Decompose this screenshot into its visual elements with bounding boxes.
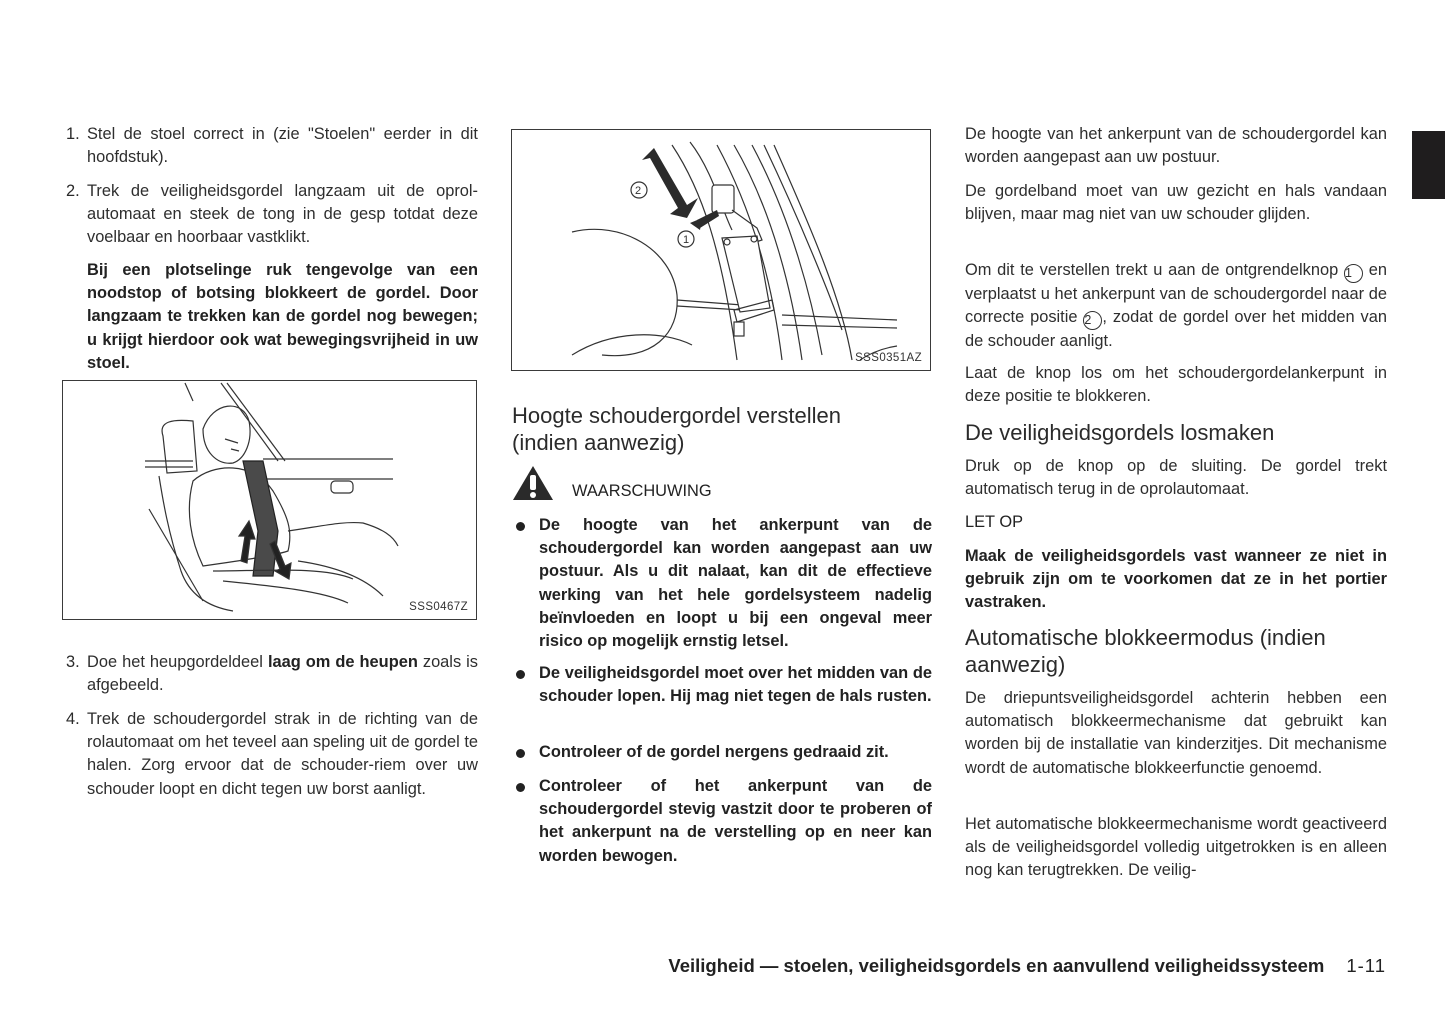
bold-note-text: Bij een plotselinge ruk tengevolge van een noodstop of botsing blokkeert de gordel. Door langzaam te trekken kan de gordel nog bewegen; u krijgt hierdoor ook wat bewegingsvrijheid in uw stoel. bbox=[87, 261, 478, 372]
footer-section-title: Veiligheid — stoelen, veiligheidsgordels en aanvullend veiligheidssysteem bbox=[668, 955, 1325, 976]
paragraph-release-knob: Laat de knop los om het schoudergordelankerpunt in deze positie te blokkeren. bbox=[965, 364, 1387, 406]
bold-note bbox=[60, 259, 478, 375]
text-part: Om dit te verstellen trekt u aan de ontgrendelknop bbox=[965, 261, 1344, 279]
bullet-dot bbox=[516, 749, 525, 758]
step-number: 3. bbox=[66, 653, 80, 671]
caution-label: LET OP bbox=[965, 513, 1023, 531]
paragraph-belt-position: De gordelband moet van uw gezicht en hals vandaan blijven, maar mag niet van uw schouder glijden. bbox=[965, 182, 1387, 224]
callout-two-icon: 2 bbox=[1083, 311, 1102, 330]
section-heading-auto-lock: Automatische blokkeermodus (indien aanwezig) bbox=[965, 625, 1326, 677]
paragraph-auto-lock-2: Het automatische blokkeermechanisme wordt geactiveerd als de veiligheidsgordel volledig uitgetrokken is en alleen nog kan terugtrekken. De veilig- bbox=[965, 815, 1387, 880]
seated-person-seatbelt-illustration bbox=[63, 381, 475, 618]
figure-shoulder-anchor bbox=[511, 129, 931, 371]
figure-code: SSS0467Z bbox=[409, 601, 468, 613]
warning-header bbox=[512, 465, 712, 501]
warning-label: WAARSCHUWING bbox=[572, 482, 712, 500]
step-number: 4. bbox=[66, 710, 80, 728]
figure-seated-person-belt bbox=[62, 380, 477, 620]
warning-triangle-icon bbox=[512, 465, 554, 501]
bullet-text: De hoogte van het ankerpunt van de schoudergordel kan worden aangepast aan uw postuur. Als u dit nalaat, kan dit de effectieve werking van het hele gordelsysteem nadelig beïnvloeden en loopt u bij een ongeval meer risico op mogelijk ernstig letsel. bbox=[539, 516, 932, 651]
step-text: Trek de schoudergordel strak in de richting van de rolautomaat om het teveel aan speling uit de gordel te halen. Zorg ervoor dat de schouder-riem over uw schouder loopt en dicht tegen uw borst aanligt. bbox=[87, 710, 478, 798]
step-2 bbox=[60, 180, 478, 250]
warning-bullet bbox=[512, 514, 932, 653]
page-number: 1-11 bbox=[1346, 955, 1386, 976]
section-heading-unfasten: De veiligheidsgordels losmaken bbox=[965, 420, 1275, 445]
label-one: 1 bbox=[683, 234, 690, 246]
text-part: , zodat de gordel over het midden van de schouder aanligt. bbox=[965, 308, 1387, 351]
bullet-dot bbox=[516, 783, 525, 792]
bullet-text: Controleer of de gordel nergens gedraaid zit. bbox=[539, 743, 889, 761]
step-text: Trek de veiligheidsgordel langzaam uit de oprol-automaat en steek de tong in de gesp totdat deze voelbaar en hoorbaar vastklikt. bbox=[87, 182, 478, 247]
bullet-text: Controleer of het ankerpunt van de schoudergordel stevig vastzit door te proberen of het ankerpunt na de verstelling op en neer kan worden bewogen. bbox=[539, 777, 932, 865]
caution-text: Maak de veiligheidsgordels vast wanneer ze niet in gebruik zijn om te voorkomen dat ze in het portier vastraken. bbox=[965, 547, 1387, 612]
figure-code: SSS0351AZ bbox=[855, 352, 922, 364]
step-text-plain: Doe het heupgordeldeel bbox=[87, 653, 268, 671]
step-4 bbox=[60, 708, 478, 801]
step-text: Stel de stoel correct in (zie "Stoelen" eerder in dit hoofdstuk). bbox=[87, 125, 478, 167]
bullet-dot bbox=[516, 522, 525, 531]
step-text-bold: laag om de heupen bbox=[267, 653, 418, 671]
chapter-thumb-tab bbox=[1412, 131, 1445, 199]
step-number: 2. bbox=[66, 182, 80, 200]
paragraph-unfasten: Druk op de knop op de sluiting. De gordel trekt automatisch terug in de oprolautomaat. bbox=[965, 457, 1387, 499]
bullet-dot bbox=[516, 670, 525, 679]
warning-bullet bbox=[512, 775, 932, 868]
step-3 bbox=[60, 651, 478, 697]
label-two: 2 bbox=[635, 185, 642, 197]
page-footer bbox=[0, 955, 1386, 977]
paragraph-adjust-instructions bbox=[965, 259, 1387, 353]
warning-bullet bbox=[512, 741, 932, 764]
section-heading-shoulder-height: Hoogte schoudergordel verstellen (indien aanwezig) bbox=[512, 403, 841, 455]
callout-one-icon: 1 bbox=[1344, 264, 1363, 283]
bullet-text: De veiligheidsgordel moet over het midden van de schouder lopen. Hij mag niet tegen de hals rusten. bbox=[539, 664, 932, 706]
step-text-tail: zoals is afgebeeld. bbox=[87, 653, 479, 695]
shoulder-anchor-illustration bbox=[512, 130, 929, 369]
text-part: en verplaatst u het ankerpunt van de schoudergordel naar de correcte positie bbox=[965, 261, 1387, 327]
step-text bbox=[87, 651, 478, 697]
step-1 bbox=[60, 123, 478, 169]
paragraph-anchor-height: De hoogte van het ankerpunt van de schoudergordel kan worden aangepast aan uw postuur. bbox=[965, 125, 1387, 167]
warning-bullet bbox=[512, 662, 932, 708]
step-number: 1. bbox=[66, 125, 80, 143]
paragraph-auto-lock-1: De driepuntsveiligheidsgordel achterin hebben een automatisch blokkeermechanisme dat gebruikt kan worden bij de installatie van kinderzitjes. Dit mechanisme wordt de automatische blokkeerfunctie genoemd. bbox=[965, 689, 1387, 777]
